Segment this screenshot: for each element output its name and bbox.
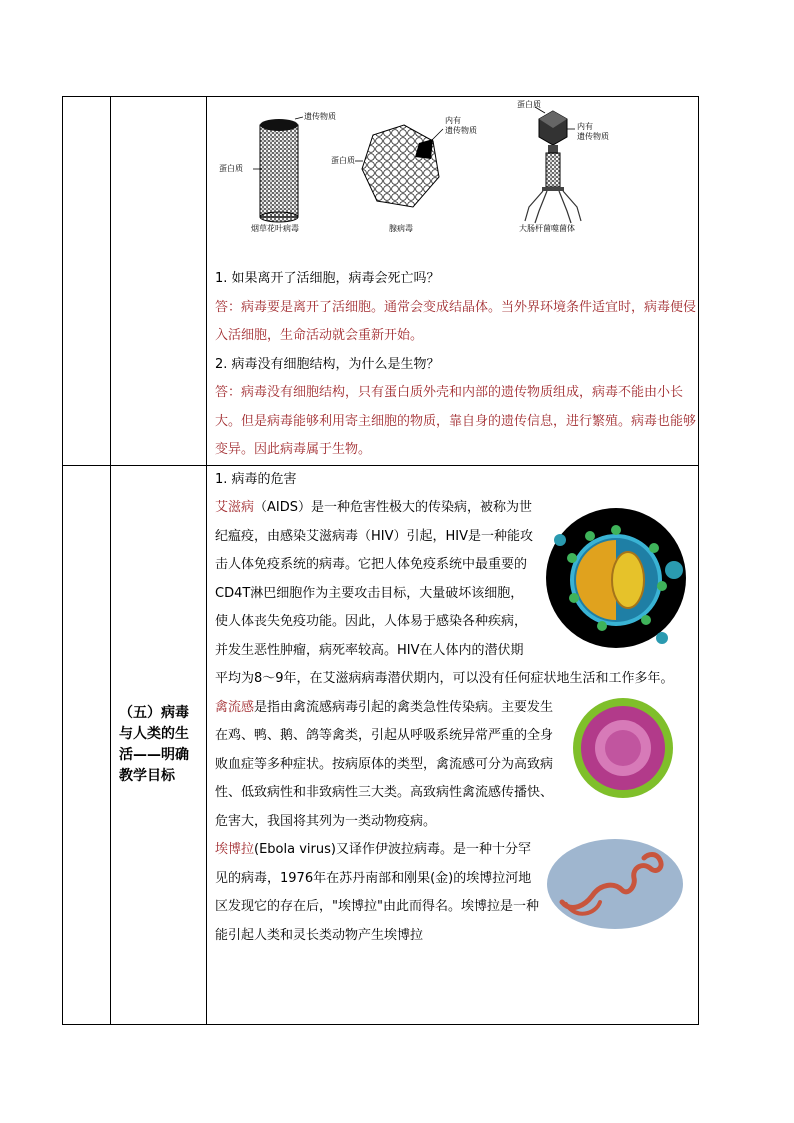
question-2: 2. 病毒没有细胞结构，为什么是生物？	[215, 356, 440, 372]
table-row	[63, 465, 699, 1025]
tmv-illustration	[253, 117, 303, 222]
question-1: 1. 如果离开了活细胞，病毒会死亡吗？	[215, 271, 440, 286]
answer-2: 答：病毒没有细胞结构，只有蛋白质外壳和内部的遗传物质组成，病毒不能由小长大。但是病毒能够利用寄主细胞的物质，靠自身的遗传信息，进行繁殖。病毒也能够变异。因此病毒属于生物。	[215, 385, 697, 457]
avian-flu-virus-image	[568, 692, 678, 804]
section-heading: 1. 病毒的危害	[215, 471, 297, 487]
adeno-protein-label: 蛋白质	[331, 156, 355, 165]
phage-inner-label: 内有	[577, 122, 593, 131]
aids-name: 艾滋病	[215, 500, 255, 515]
phage-protein-label: 蛋白质	[517, 100, 541, 109]
adenovirus-illustration	[355, 125, 443, 207]
adeno-inner-label: 内有	[445, 116, 461, 125]
virus-structure-figure	[207, 97, 698, 253]
ebola-paragraph	[207, 836, 698, 950]
hiv-virus-image	[542, 500, 692, 656]
table-cell-content	[207, 97, 699, 466]
flu-text: 是指由禽流感病毒引起的禽类急性传染病。主要发生在鸡、鸭、鹅、鸽等禽类，引起从呼吸系统异常严重的全身败血症等多种症状。按病原体的类型，禽流感可分为高致病性、低致病性和非致病性三大类。高致病性禽流感传播快、危害大，我国将其列为一类动物疫病。	[215, 699, 554, 829]
table-cell-empty	[63, 465, 111, 1025]
flu-name: 禽流感	[215, 699, 255, 715]
ebola-text: (Ebola virus)又译作伊波拉病毒。是一种十分罕见的病毒，1976年在苏丹南部和刚果(金)的埃博拉河地区发现它的存在后，"埃博拉"由此而得名。埃博拉是一种能引起人类和灵长类动物产生埃博拉	[215, 842, 539, 943]
ebola-virus-image	[546, 838, 684, 930]
lesson-table	[62, 96, 699, 1025]
aids-text: （AIDS）是一种危害性极大的传染病，被称为世纪瘟疫，由感染艾滋病毒（HIV）引起，HIV是一种能攻击人体免疫系统的病毒。它把人体免疫系统中最重要的CD4T淋巴细胞作为主要攻击目标，大量破坏该细胞，使人体丧失免疫功能。因此，人体易于感染各种疾病，并发生恶性肿瘤，病死率较高。HIV在人体内的潜伏期平均为8～9年，在艾滋病病毒潜伏期内，可以没有任何症状地生活和工作多年。	[215, 500, 674, 686]
aids-paragraph	[207, 494, 698, 694]
table-cell-empty	[111, 97, 207, 466]
table-cell-content	[207, 465, 699, 1025]
flu-paragraph	[207, 694, 698, 837]
tmv-caption: 烟草花叶病毒	[251, 224, 299, 233]
ebola-name: 埃博拉	[215, 842, 255, 857]
adeno-inner2-label: 遗传物质	[445, 126, 477, 135]
adeno-caption: 腺病毒	[389, 224, 413, 233]
phage-caption: 大肠杆菌噬菌体	[519, 224, 575, 233]
tmv-genetic-label: 遗传物质	[304, 112, 336, 121]
table-cell-empty	[63, 97, 111, 466]
phage-inner2-label: 遗传物质	[577, 132, 609, 141]
table-row	[63, 97, 699, 466]
section-label: （五）病毒与人类的生活——明确教学目标	[119, 704, 189, 784]
phage-illustration	[525, 107, 581, 223]
tmv-protein-label: 蛋白质	[219, 164, 243, 173]
table-cell-label	[111, 465, 207, 1025]
answer-1: 答：病毒要是离开了活细胞。通常会变成结晶体。当外界环境条件适宜时，病毒便侵入活细胞，生命活动就会重新开始。	[215, 299, 697, 343]
